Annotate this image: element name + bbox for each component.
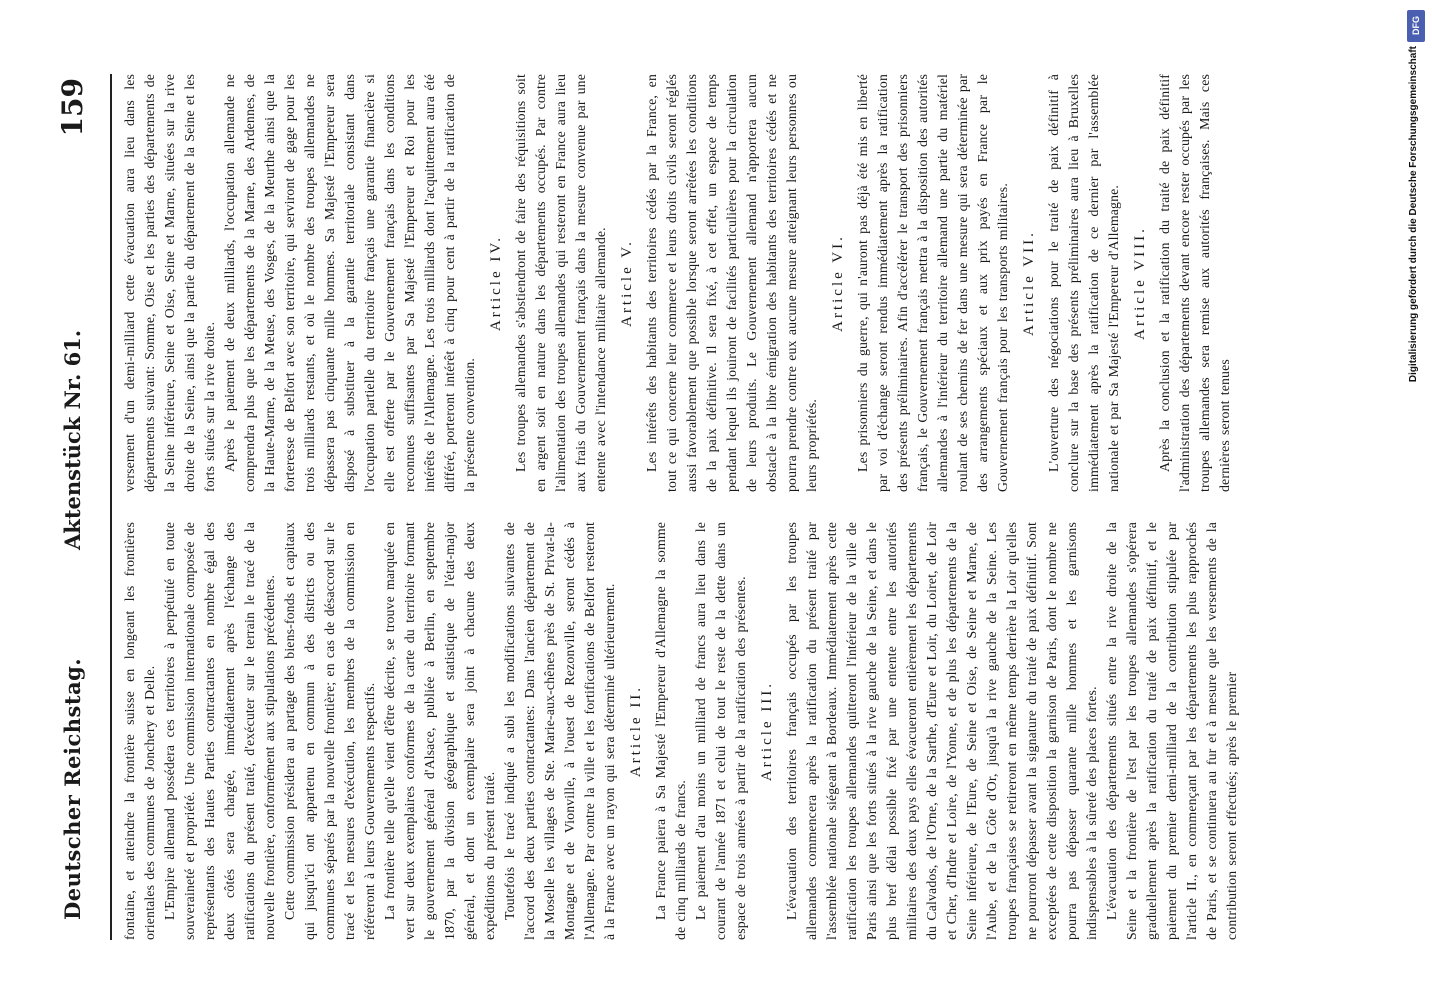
dfg-attribution (1406, 6, 1428, 996)
paragraph: La France paiera à Sa Majesté l'Empereur d'Allemagne la somme de cinq milliards de francs. (653, 522, 688, 940)
publication-title: Deutscher Reichstag. (60, 657, 85, 920)
paragraph: Toutefois le tracé indiqué a subi les modifications suivantes de l'accord des deux parties contractantes: Dans l'ancien département de la Moselle les villages de Ste. Marie-aux-chênes près de St. Privat-la-Montagne et de Vionville, à l'ouest de Rezonville, seront cédés à l'Allemagne. Par contre la ville et les fortifications de Belfort resteront à la France avec un rayon qui sera déterminé ultérieurement. (502, 522, 617, 940)
paragraph: L'ouverture des négociations pour le traité de paix définitif à conclure sur la base des présents préliminaires aura lieu à Bruxelles immédiatement après la ratification de ce dernier par l'assemblée nationale et par Sa Majesté l'Empereur d'Allemagne. (1046, 74, 1121, 492)
article-heading: Article III. (759, 680, 775, 782)
paragraph: fontaine, et atteindre la frontière suisse en longeant les frontières orientales des communes de Jonchery et Delle. (122, 522, 157, 940)
paragraph: versement d'un demi-milliard cette évacuation aura lieu dans les départements suivant: Somme, Oise et les parties des départements de la Seine inférieure, Seine et Oise, Seine et Marne, situées sur la rive droite de la Seine, ainsi que la partie du département de la Seine et les forts situés sur la rive droite. (122, 74, 217, 492)
paragraph: Les intérêts des habitants des territoires cédés par la France, en tout ce qui concerne leur commerce et leurs droits civils seront réglés aussi favorablement que possible lorsque seront arrêtées les conditions de la paix définitive. Il sera fixé, à cet effet, un espace de temps pendant lequel ils jouiront de facilités particulières pour la circulation de leurs produits. Le Gouvernement allemand n'apportera aucun obstacle à la libre émigration des habitants des territoires cédés et ne pourra prendre contre eux aucune mesure atteignant leurs personnes ou leurs propriétés. (644, 74, 819, 492)
page-number: 159 (56, 78, 89, 137)
paragraph: Cette commission présidera au partage des biens-fonds et capitaux qui jusqu'ici ont appartenu en commun à des districts ou des communes séparés par la nouvelle frontière; en cas de désaccord sur le tracé et les mesures d'exécution, les membres de la commission en référeront à leurs Gouvernements respectifs. (282, 522, 377, 940)
dfg-logo: DFG (1407, 10, 1425, 42)
text-columns (120, 74, 1242, 940)
article-heading: Article II. (628, 684, 644, 778)
article-heading: Article VII. (1021, 230, 1037, 336)
paragraph: L'Empire allemand possédera ces territoires à perpétuité en toute souveraineté et propriété. Une commission internationale composée de représentants des Hautes Parties contractantes en nombre égal des deux côtés sera chargée, immédiatement après l'échange des ratifications du présent traité, d'exécuter sur le terrain le tracé de la nouvelle frontière, conformément aux stipulations précédentes. (162, 522, 277, 940)
paragraph: L'évacuation des territoires français occupés par les troupes allemandes commencera après la ratification du présent traité par l'assemblée nationale siégeant à Bordeaux. Immédiatement après cette ratification les troupes allemandes quitteront l'intérieur de la ville de Paris ainsi que les forts situés à la rive gauche de la Seine, et dans le plus bref délai possible fixé par une entente entre les autorités militaires des deux pays elles évacueront entièrement les départements du Calvados, de l'Orne, de la Sarthe, d'Eure et Loir, du Loiret, de Loir et Cher, d'Indre et Loire, de l'Yonne, et de plus les départements de la Seine inférieure, de l'Eure, de Seine et Oise, de Seine et Marne, de l'Aube, et de la Côte d'Or, jusqu'à la rive gauche de la Seine. Les troupes françaises se retireront en même temps derrière la Loir qu'elles ne pourront dépasser avant la signature du traité de paix définitif. Sont exceptées de cette disposition la garnison de Paris, dont le nombre ne pourra pas dépasser quarante mille hommes et les garnisons indispensables à la sûreté des places fortes. (784, 522, 1099, 940)
paragraph: Les prisonniers du guerre, qui n'auront pas déjà été mis en liberté par voi d'échange seront rendus immédiatement après la ratification des présents préliminaires. Afin d'accélérer le transport des prisonniers français, le Gouvernement français mettra à la disposition des autorités allemandes à l'intérieur du territoire allemand une partie du matériel roulant de ses chemins de fer dans une mesure qui sera déterminée par des arrangements spéciaux et aux prix payés en France par le Gouvernement français pour les transports militaires. (855, 74, 1010, 492)
right-column (120, 74, 1242, 492)
paragraph: Le paiement d'au moins un milliard de francs aura lieu dans le courant de l'année 1871 et celui de tout le reste de la dette dans un espace de trois années à partir de la ratification des présentes. (693, 522, 748, 940)
paragraph: Après le paiement de deux milliards, l'occupation allemande ne comprendra plus que les départements de la Marne, des Ardennes, de la Haute-Marne, de la Meuse, des Vosges, de la Meurthe ainsi que la forteresse de Belfort avec son territoire, qui serviront de gage pour les trois milliards restants, et où le nombre des troupes allemandes ne dépassera pas cinquante mille hommes. Sa Majesté l'Empereur sera disposé à substituer à la garantie territoriale consistant dans l'occupation partielle du territoire français une garantie financière si elle est offerte par le Gouvernement français dans les conditions reconnues suffisantes par Sa Majesté l'Empereur et Roi pour les intérêts de l'Allemagne. Les trois milliards dont l'acquittement aura été différé, porteront intérêt à cinq pour cent à partir de la ratification de la présente convention. (222, 74, 477, 492)
article-heading: Article V. (619, 239, 635, 327)
annex-number: Aktenstück Nr. 61. (60, 329, 85, 550)
paragraph: Après la conclusion et la ratification du traité de paix définitif l'administration des départements devant encore rester occupés par les troupes allemandes sera remise aux autorités françaises. Mais ces dernières seront tenues (1157, 74, 1232, 492)
article-heading: Article IV. (488, 234, 504, 332)
paragraph: L'évacuation des départements situés entre la rive droite de la Seine et la frontière de l'est par les troupes allemandes s'opérera graduellement après la ratification du traité de paix définitif, et le paiement du premier demi-milliard de la contribution stipulée par l'article II., en commençant par les départements les plus rapprochés de Paris, et se continuera au fur et à mesure que les versements de la contribution seront effectués; après le premier (1104, 522, 1239, 940)
paragraph: Les troupes allemandes s'abstiendront de faire des réquisitions soit en argent soit en nature dans les départements occupés. Par contre l'alimentation des troupes allemandes qui resteront en France aura lieu aux frais du Gouvernement français dans la mesure convenue par une entente avec l'intendance militaire allemande. (513, 74, 608, 492)
article-heading: Article VI. (830, 234, 846, 332)
page-header (50, 74, 112, 940)
dfg-attribution-text: Digitalisierung gefördert durch die Deutsche Forschungsgemeinschaft (1408, 46, 1419, 383)
paragraph: La frontière telle qu'elle vient d'être décrite, se trouve marquée en vert sur deux exemplaires conformes de la carte du territoire formant le gouvernement général d'Alsace, publiée à Berlin, en septembre 1870, par la division géographique et statistique de l'état-major général, et dont un exemplaire sera joint à chacune des deux expéditions du présent traité. (382, 522, 497, 940)
article-heading: Article VIII. (1132, 226, 1148, 340)
left-column (120, 522, 1242, 940)
